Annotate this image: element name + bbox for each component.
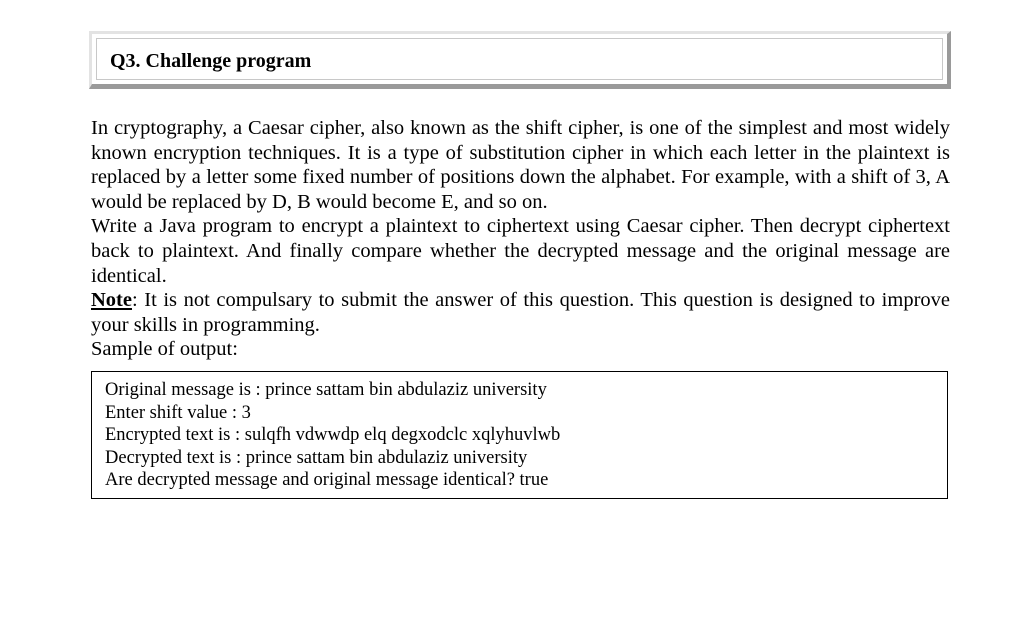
sample-output-box (91, 371, 948, 499)
question-heading-inner (96, 38, 943, 80)
note-label: Note (91, 289, 132, 312)
output-line-shift: Enter shift value : 3 (105, 402, 251, 423)
output-line-original: Original message is : prince sattam bin abdulaziz university (105, 380, 547, 400)
question-title: Q3. Challenge program (110, 50, 312, 72)
note-paragraph (91, 288, 950, 337)
question-body (91, 116, 950, 362)
question-heading-box (89, 31, 951, 89)
intro-paragraph: In cryptography, a Caesar cipher, also known as the shift cipher, is one of the simplest and most widely known encryption techniques. It is a type of substitution cipher in which each letter in the plaintext is replaced by a letter some fixed number of positions down the alphabet. For example, with a shift of 3, A would be replaced by D, B would become E, and so on. (91, 117, 950, 213)
sample-output-label: Sample of output: (91, 338, 238, 361)
output-line-encrypted: Encrypted text is : sulqfh vdwwdp elq degxodclc xqlyhuvlwb (105, 425, 561, 446)
note-text: : It is not compulsary to submit the answer of this question. This question is designed to improve your skills in programming. (91, 289, 950, 336)
output-line-decrypted: Decrypted text is : prince sattam bin abdulaziz university (105, 447, 528, 468)
task-paragraph: Write a Java program to encrypt a plaintext to ciphertext using Caesar cipher. Then decrypt ciphertext back to plaintext. And finally compare whether the decrypted message and the original message are identical. (91, 215, 950, 287)
output-line-identical: Are decrypted message and original message identical? true (105, 470, 549, 491)
